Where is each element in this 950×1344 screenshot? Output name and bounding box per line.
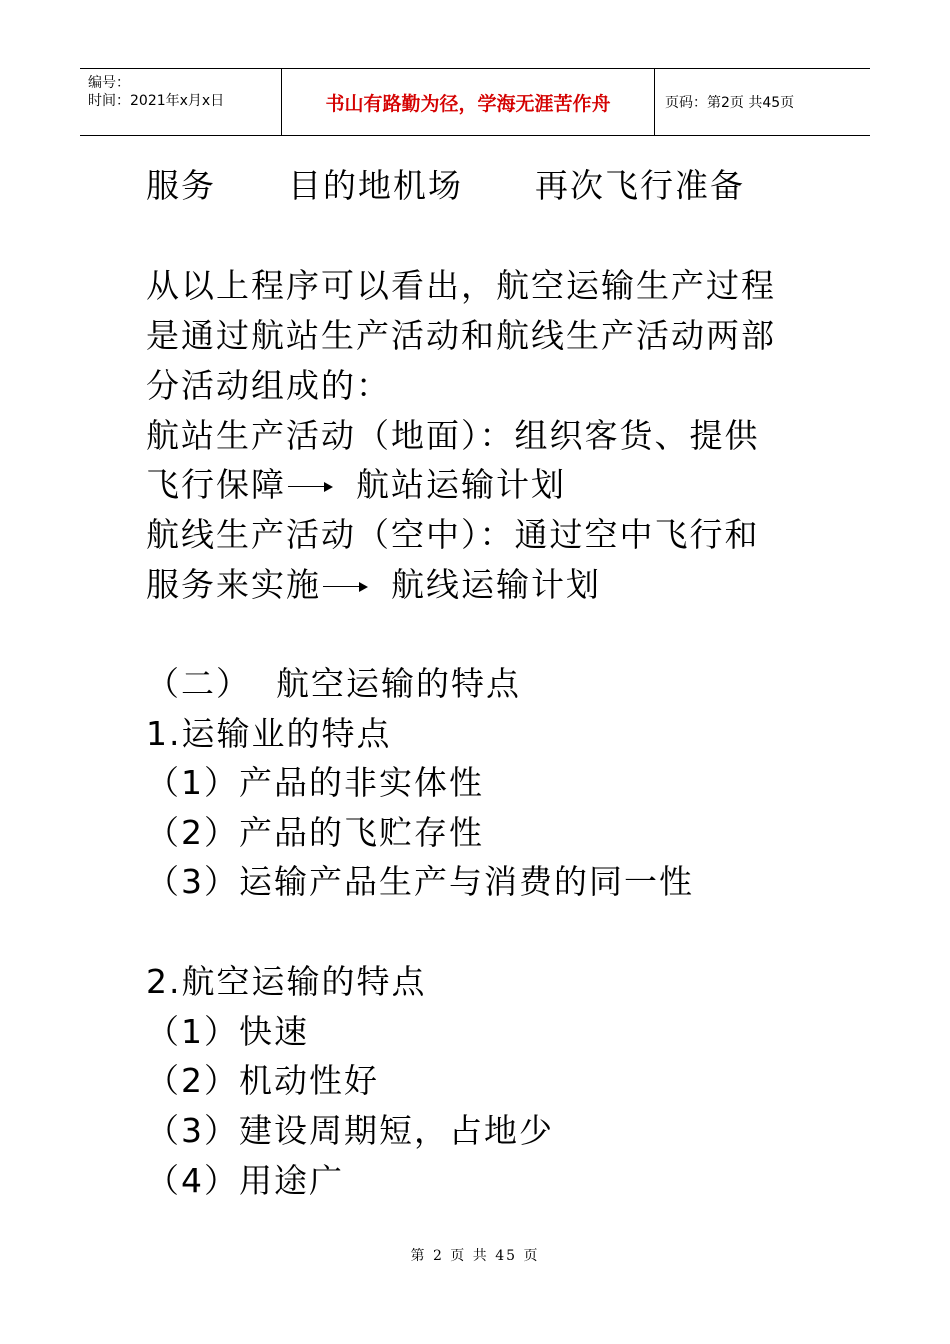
route-line-left: 服务来实施 (146, 565, 321, 604)
header-info-cell (80, 69, 282, 135)
service-row (146, 166, 745, 206)
route-plan-label: 航线运输计划 (391, 565, 601, 604)
intro-line: 从以上程序可以看出，航空运输生产过程 (146, 266, 776, 305)
subsection-title: 2.航空运输的特点 (146, 962, 427, 1001)
service-row-item: 再次飞行准备 (535, 166, 745, 205)
header-motto-cell (282, 69, 655, 135)
subsection-title: 1.运输业的特点 (146, 714, 392, 753)
list-item: （2）产品的飞贮存性 (146, 813, 484, 852)
station-line-left: 飞行保障 (146, 465, 286, 504)
section-heading: （二） 航空运输的特点 (146, 664, 521, 703)
intro-line: 是通过航站生产活动和航线生产活动两部 (146, 316, 776, 355)
list-item: （3）运输产品生产与消费的同一性 (146, 862, 694, 901)
service-row-item: 目的地机场 (288, 166, 463, 205)
service-row-item: 服务 (146, 166, 216, 205)
arrow-right-icon (288, 477, 334, 497)
station-line: 航站生产活动（地面）：组织客货、提供 (146, 416, 760, 455)
route-line: 航线生产活动（空中）：通过空中飞行和 (146, 515, 760, 554)
station-plan-label: 航站运输计划 (356, 465, 566, 504)
page-footer: 第 2 页 共 45 页 (410, 1248, 540, 1264)
list-item: （2）机动性好 (146, 1061, 379, 1100)
arrow-right-icon (323, 577, 369, 597)
station-plan-line (146, 465, 566, 505)
intro-line: 分活动组成的： (146, 366, 391, 405)
header-page-cell (655, 69, 870, 135)
page-info: 页码：第2页 共45页 (665, 95, 795, 111)
list-item: （4）用途广 (146, 1161, 344, 1200)
motto-text: 书山有路勤为径，学海无涯苦作舟 (325, 93, 611, 115)
time-label: 时间：2021年x月x日 (88, 93, 225, 109)
page-header (80, 68, 870, 136)
number-label: 编号： (88, 75, 130, 91)
list-item: （1）产品的非实体性 (146, 763, 484, 802)
route-plan-line (146, 565, 601, 605)
list-item: （3）建设周期短，占地少 (146, 1111, 554, 1150)
list-item: （1）快速 (146, 1012, 309, 1051)
